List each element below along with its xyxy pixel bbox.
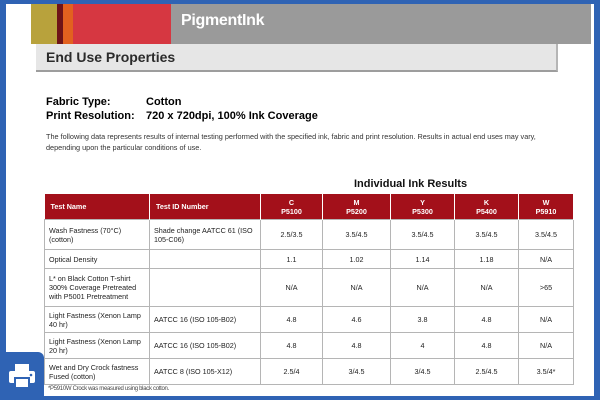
result-cell: 4.8: [261, 307, 323, 333]
result-cell: 3.5/4*: [519, 359, 574, 385]
result-cell: 1.1: [261, 250, 323, 269]
section-header: [36, 44, 558, 72]
result-cell: 3.5/4.5: [391, 220, 455, 250]
result-cell: N/A: [391, 269, 455, 307]
test-name-cell: Light Fastness (Xenon Lamp 40 hr): [45, 307, 150, 333]
result-cell: 3.8: [391, 307, 455, 333]
col-header-line1: C: [288, 197, 295, 207]
result-cell: 4.8: [455, 333, 519, 359]
test-id-cell: [150, 269, 261, 307]
test-name-cell: Wash Fastness (70°C) (cotton): [45, 220, 150, 250]
table-row: [45, 250, 574, 269]
test-id-cell: [150, 250, 261, 269]
table-row: [45, 269, 574, 307]
spec-value: Cotton: [146, 96, 182, 108]
table-row: [45, 333, 574, 359]
result-cell: N/A: [261, 269, 323, 307]
color-block-3: [63, 4, 73, 44]
color-block-4: [73, 4, 171, 44]
col-header-line1: Test ID Number: [156, 202, 209, 211]
spec-label: Fabric Type:: [46, 96, 111, 108]
table-group-heading: Individual Ink Results: [354, 178, 468, 190]
col-header-line2: P5400: [476, 206, 497, 216]
spec-label: Print Resolution:: [46, 110, 135, 122]
col-header: [261, 194, 323, 220]
col-header: [519, 194, 574, 220]
table-row: [45, 359, 574, 385]
result-cell: 3/4.5: [391, 359, 455, 385]
result-cell: N/A: [519, 333, 574, 359]
test-name-cell: Light Fastness (Xenon Lamp 20 hr): [45, 333, 150, 359]
col-header-line2: P5300: [412, 206, 433, 216]
col-header-line2: P5100: [281, 206, 302, 216]
col-header-line1: M: [353, 197, 360, 207]
result-cell: 1.02: [323, 250, 391, 269]
footnote: *P5910W Crock was measured using black cotton.: [48, 386, 169, 392]
result-cell: 1.14: [391, 250, 455, 269]
table-row: [45, 220, 574, 250]
col-header: [45, 194, 150, 220]
col-header-line1: Test Name: [50, 202, 87, 211]
result-cell: 3.5/4.5: [519, 220, 574, 250]
col-header-line2: P5910: [535, 206, 557, 216]
col-header: [455, 194, 519, 220]
test-name-cell: L* on Black Cotton T-shirt 300% Coverage Pretreated with P5001 Pretreatment: [45, 269, 150, 307]
col-header-line1: W: [542, 197, 550, 207]
color-block-1: [31, 4, 57, 44]
test-id-cell: AATCC 8 (ISO 105-X12): [150, 359, 261, 385]
result-cell: 3.5/4.5: [455, 220, 519, 250]
col-header-line2: P5200: [346, 206, 367, 216]
test-name-cell: Optical Density: [45, 250, 150, 269]
col-header-line1: Y: [420, 197, 425, 207]
result-cell: 1.18: [455, 250, 519, 269]
result-cell: 3/4.5: [323, 359, 391, 385]
result-cell: N/A: [323, 269, 391, 307]
spec-value: 720 x 720dpi, 100% Ink Coverage: [146, 110, 318, 122]
result-cell: 3.5/4.5: [323, 220, 391, 250]
result-cell: 4.8: [455, 307, 519, 333]
result-cell: 2.5/4: [261, 359, 323, 385]
print-button[interactable]: [0, 352, 44, 400]
result-cell: 4.8: [261, 333, 323, 359]
col-header: [150, 194, 261, 220]
result-cell: 4.8: [323, 333, 391, 359]
document-page: [6, 4, 594, 396]
col-header: [391, 194, 455, 220]
test-name-cell: Wet and Dry Crock fastness Fused (cotton): [45, 359, 150, 385]
result-cell: 2.5/3.5: [261, 220, 323, 250]
result-cell: N/A: [455, 269, 519, 307]
test-id-cell: AATCC 16 (ISO 105-B02): [150, 333, 261, 359]
brand-title: PigmentInk: [181, 12, 265, 29]
col-header: [323, 194, 391, 220]
table-row: [45, 307, 574, 333]
result-cell: N/A: [519, 307, 574, 333]
table-header-row: [45, 194, 574, 220]
intro-paragraph: The following data represents results of internal testing performed with the specified ink, fabric and print resolution. Results in actual end uses may vary, depending upon the particular conditions of use.: [46, 132, 536, 152]
result-cell: 2.5/4.5: [455, 359, 519, 385]
results-table: [44, 194, 574, 385]
test-id-cell: Shade change AATCC 61 (ISO 105-C06): [150, 220, 261, 250]
result-cell: 4.6: [323, 307, 391, 333]
result-cell: >65: [519, 269, 574, 307]
header-bar: [31, 4, 591, 44]
test-id-cell: AATCC 16 (ISO 105-B02): [150, 307, 261, 333]
result-cell: N/A: [519, 250, 574, 269]
col-header-line1: K: [483, 197, 490, 207]
printer-icon: [7, 362, 37, 390]
result-cell: 4: [391, 333, 455, 359]
section-title: End Use Properties: [46, 49, 176, 65]
